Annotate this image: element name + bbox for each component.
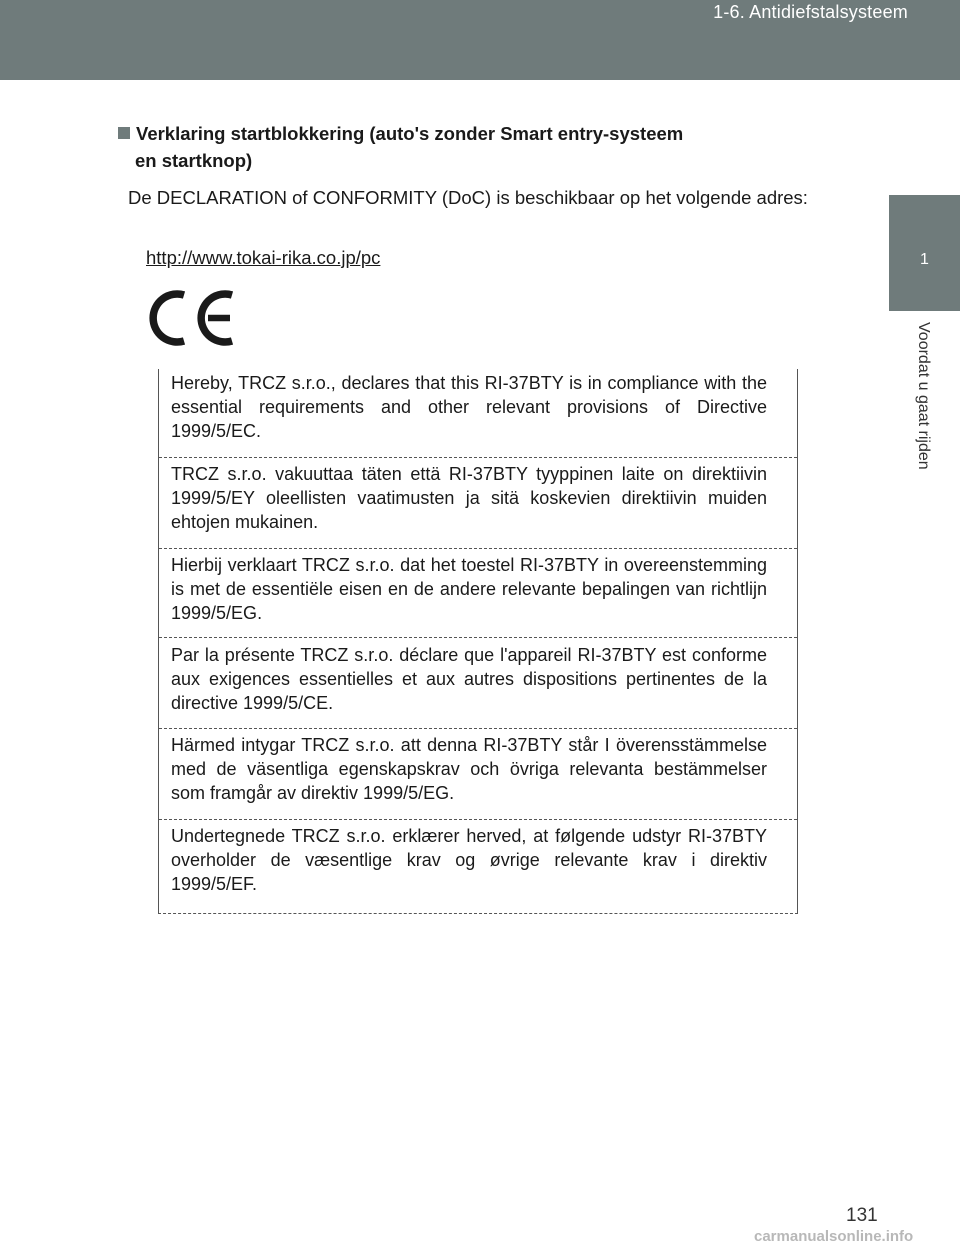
declaration-english: Hereby, TRCZ s.r.o., declares that this RI-37BTY is in compliance with the essential requirements and other relevant provisions of Directive 1999/5/EC. [171,373,767,441]
divider [159,637,797,638]
side-chapter-tab [889,195,960,311]
section-heading-line2: en startknop) [135,150,253,171]
ce-mark-icon [148,287,238,349]
side-chapter-label: Voordat u gaat rijden [915,322,932,470]
chapter-title: 1-6. Antidiefstalsysteem [713,2,908,22]
section-heading-line1: Verklaring startblokkering (auto's zonder Smart entry-systeem [136,123,684,144]
watermark: carmanualsonline.info [754,1228,914,1245]
declaration-french: Par la présente TRCZ s.r.o. déclare que l'appareil RI-37BTY est conforme aux exigences essentielles et aux autres dispositions pertinentes de la directive 1999/5/CE. [171,645,767,713]
divider [159,819,797,820]
header-bar [0,0,960,80]
declaration-danish: Undertegnede TRCZ s.r.o. erklærer herved, at følgende udstyr RI-37BTY overholder de væsentlige krav og øvrige relevante krav i direktiv 1999/5/EF. [171,826,767,894]
declaration-swedish: Härmed intygar TRCZ s.r.o. att denna RI-37BTY står I överensstämmelse med de väsentliga egenskapskrav och övriga relevanta bestämmelser som framgår av direktiv 1999/5/EG. [171,735,767,803]
divider [159,457,797,458]
declarations-box [158,369,798,914]
intro-paragraph: De DECLARATION of CONFORMITY (DoC) is beschikbaar op het volgende adres: [128,187,808,208]
divider [159,728,797,729]
declaration-finnish: TRCZ s.r.o. vakuuttaa täten että RI-37BTY tyyppinen laite on direktiivin 1999/5/EY oleellisten vaatimusten ja sitä koskevien direktiivin muiden ehtojen mukainen. [171,464,767,532]
declaration-dutch: Hierbij verklaart TRCZ s.r.o. dat het toestel RI-37BTY in overeenstemming is met de essentiële eisen en de andere relevante bepalingen van richtlijn 1999/5/EG. [171,555,767,623]
divider [159,548,797,549]
doc-url-link[interactable]: http://www.tokai-rika.co.jp/pc [146,247,381,268]
chapter-number: 1 [920,251,929,268]
section-heading [118,120,778,174]
square-bullet-icon [118,127,130,139]
page-number: 131 [846,1205,878,1226]
